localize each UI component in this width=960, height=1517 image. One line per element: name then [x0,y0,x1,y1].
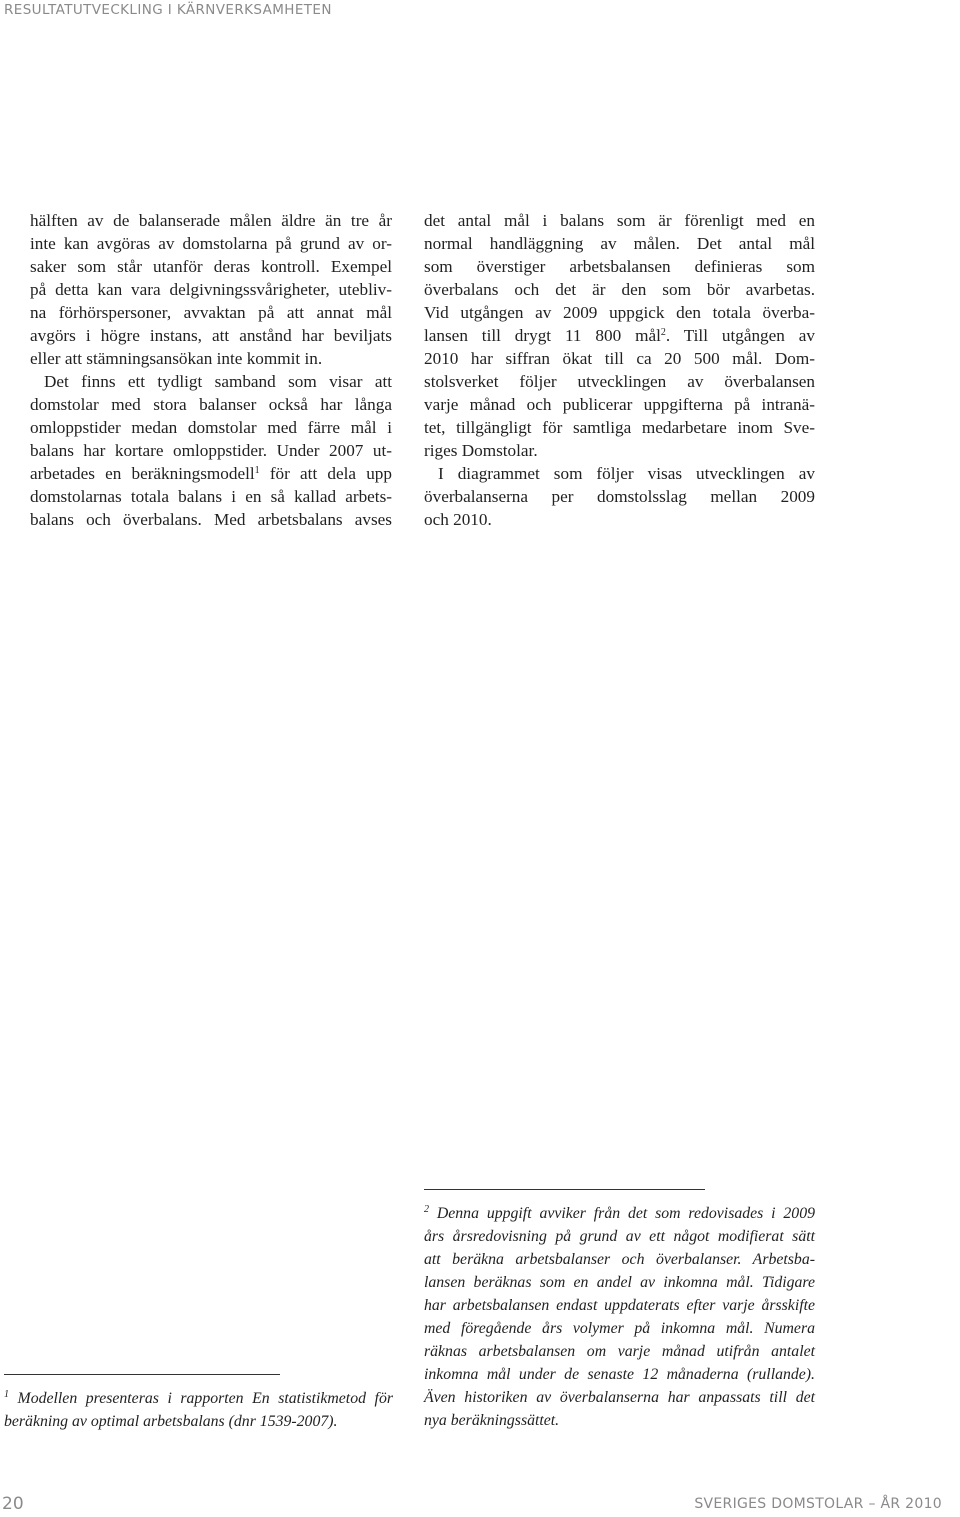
body-line: riges Domstolar. [424,441,538,460]
footnote-text: Denna uppgift avviker från det som redovisades i 2009 [429,1205,815,1222]
footnote-line: räknas arbetsbalansen om varje månad utifrån antalet [424,1343,815,1360]
body-line: Vid utgången av 2009 uppgick den totala överba- [424,303,815,322]
body-line: normal handläggning av målen. Det antal mål [424,234,815,253]
footnote-ref-1[interactable]: 1 [254,465,260,476]
footnote-divider [424,1189,705,1190]
body-line-with-footnote [30,462,392,485]
body-line-text: arbetades en beräkningsmodell [30,464,255,483]
footnote-line: med föregående års volymer på inkomna mål. Numera [424,1320,815,1337]
running-head: RESULTATUTVECKLING I KÄRNVERKSAMHETEN [4,2,332,18]
footnote-line: inkomna mål under de senaste 12 månaderna (rullande). [424,1366,815,1383]
footnote-line: beräkning av optimal arbetsbalans (dnr 1539-2007). [4,1413,338,1430]
body-line: omloppstider medan domstolar med färre mål i [30,418,392,437]
body-line-text: för att dela upp [259,464,392,483]
body-line: och 2010. [424,510,492,529]
footnote-marker-1: 1 [4,1389,9,1400]
body-line: tet, tillgängligt för samtliga medarbetare inom Sve- [424,418,815,437]
footnote-1 [4,1387,393,1433]
body-line: överbalans och det är den som bör avarbetas. [424,280,815,299]
body-line: I diagrammet som följer visas utvecklingen av [438,464,815,483]
body-line: varje månad och publicerar uppgifterna på intranä- [424,395,815,414]
body-line-text: . Till utgången av [665,326,815,345]
body-line: Det finns ett tydligt samband som visar att [44,372,392,391]
footnote-line: års årsredovisning på grund av ett något modifierat sätt [424,1228,815,1245]
footnote-line [4,1387,393,1410]
body-line: överbalanserna per domstolsslag mellan 2009 [424,487,815,506]
footnote-line: Även historiken av överbalanserna har anpassats till det [424,1389,815,1406]
publication-title: SVERIGES DOMSTOLAR – ÅR 2010 [694,1496,942,1512]
body-line: balans och överbalans. Med arbetsbalans avses [30,510,392,529]
body-line: hälften av de balanserade målen äldre än tre år [30,211,392,230]
body-line: som överstiger arbetsbalansen definieras som [424,257,815,276]
footnote-marker-2: 2 [424,1204,429,1215]
body-line: avgörs i högre instans, att anstånd har beviljats [30,326,392,345]
footnote-2 [424,1202,815,1432]
footnote-line [424,1202,815,1225]
body-line: domstolar med stora balanser också har långa [30,395,392,414]
body-line: 2010 har siffran ökat till ca 20 500 mål. Dom- [424,349,815,368]
body-line: domstolarnas totala balans i en så kallad arbets- [30,487,392,506]
footnote-ref-2[interactable]: 2 [660,327,666,338]
body-line: på detta kan vara delgivningssvårigheter, utebliv- [30,280,392,299]
body-line: balans har kortare omloppstider. Under 2007 ut- [30,441,392,460]
left-column-body [30,209,392,531]
page-number: 20 [2,1494,24,1514]
footnote-line: lansen beräknas som en andel av inkomna mål. Tidigare [424,1274,815,1291]
body-line: inte kan avgöras av domstolarna på grund av or- [30,234,392,253]
footnote-line: nya beräkningssättet. [424,1412,560,1429]
footnote-line: att beräkna arbetsbalanser och överbalanser. Arbetsba- [424,1251,815,1268]
footnote-line: har arbetsbalansen endast uppdaterats efter varje årsskifte [424,1297,815,1314]
right-column-body [424,209,815,531]
body-line: det antal mål i balans som är förenligt med en [424,211,815,230]
footnote-text: Modellen presenteras i rapporten En statistikmetod för [9,1390,393,1407]
body-line: saker som står utanför deras kontroll. Exempel [30,257,392,276]
body-line: stolsverket följer utvecklingen av överbalansen [424,372,815,391]
body-line: eller att stämningsansökan inte kommit in. [30,349,323,368]
footnote-divider [4,1374,280,1375]
body-line: na förhörspersoner, avvaktan på att annat mål [30,303,392,322]
body-line-with-footnote [424,324,815,347]
body-line-text: lansen till drygt 11 800 mål [424,326,661,345]
